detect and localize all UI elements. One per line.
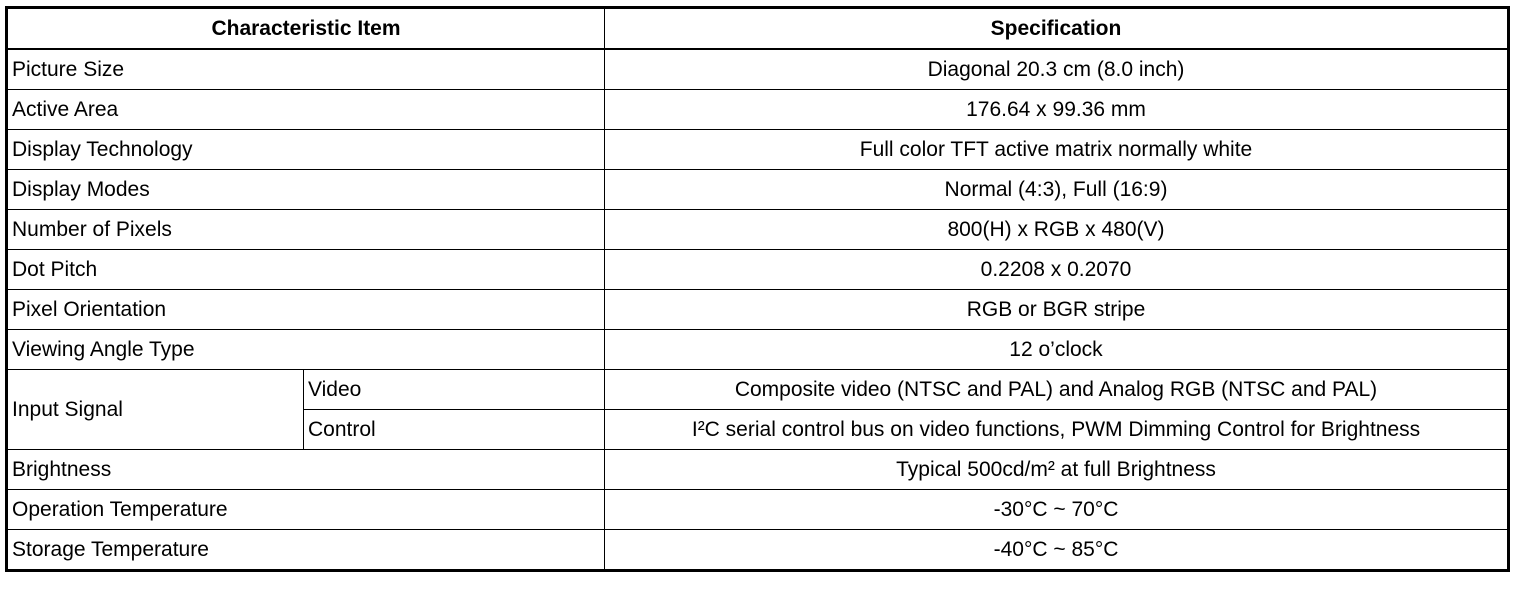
row-spec: Full color TFT active matrix normally white [605,130,1509,170]
row-spec: RGB or BGR stripe [605,290,1509,330]
row-item: Brightness [7,450,605,490]
row-item: Storage Temperature [7,530,605,571]
row-spec: 0.2208 x 0.2070 [605,250,1509,290]
row-item: Display Technology [7,130,605,170]
table-row [7,250,1509,290]
input-signal-control-spec: I²C serial control bus on video functions, PWM Dimming Control for Brightness [605,410,1509,450]
header-characteristic-item: Characteristic Item [7,8,605,50]
table-row-input-signal-video [7,370,1509,410]
table-row [7,210,1509,250]
row-item: Operation Temperature [7,490,605,530]
table-row [7,49,1509,90]
table-row [7,490,1509,530]
row-item: Pixel Orientation [7,290,605,330]
row-spec: Normal (4:3), Full (16:9) [605,170,1509,210]
table-row [7,130,1509,170]
input-signal-control-label: Control [304,410,605,450]
row-spec: -30°C ~ 70°C [605,490,1509,530]
row-spec: 12 o’clock [605,330,1509,370]
row-spec: -40°C ~ 85°C [605,530,1509,571]
row-spec: 800(H) x RGB x 480(V) [605,210,1509,250]
specification-table [5,6,1510,572]
input-signal-video-label: Video [304,370,605,410]
table-row [7,330,1509,370]
table-row [7,170,1509,210]
row-spec: Diagonal 20.3 cm (8.0 inch) [605,49,1509,90]
table-row [7,530,1509,571]
table-row [7,90,1509,130]
row-item: Viewing Angle Type [7,330,605,370]
input-signal-video-spec: Composite video (NTSC and PAL) and Analog RGB (NTSC and PAL) [605,370,1509,410]
row-item: Active Area [7,90,605,130]
row-item: Display Modes [7,170,605,210]
input-signal-label: Input Signal [7,370,304,450]
row-item: Picture Size [7,49,605,90]
row-item: Dot Pitch [7,250,605,290]
table-row [7,450,1509,490]
table-header-row [7,8,1509,50]
header-specification: Specification [605,8,1509,50]
row-spec: Typical 500cd/m² at full Brightness [605,450,1509,490]
table-row [7,290,1509,330]
row-item: Number of Pixels [7,210,605,250]
row-spec: 176.64 x 99.36 mm [605,90,1509,130]
